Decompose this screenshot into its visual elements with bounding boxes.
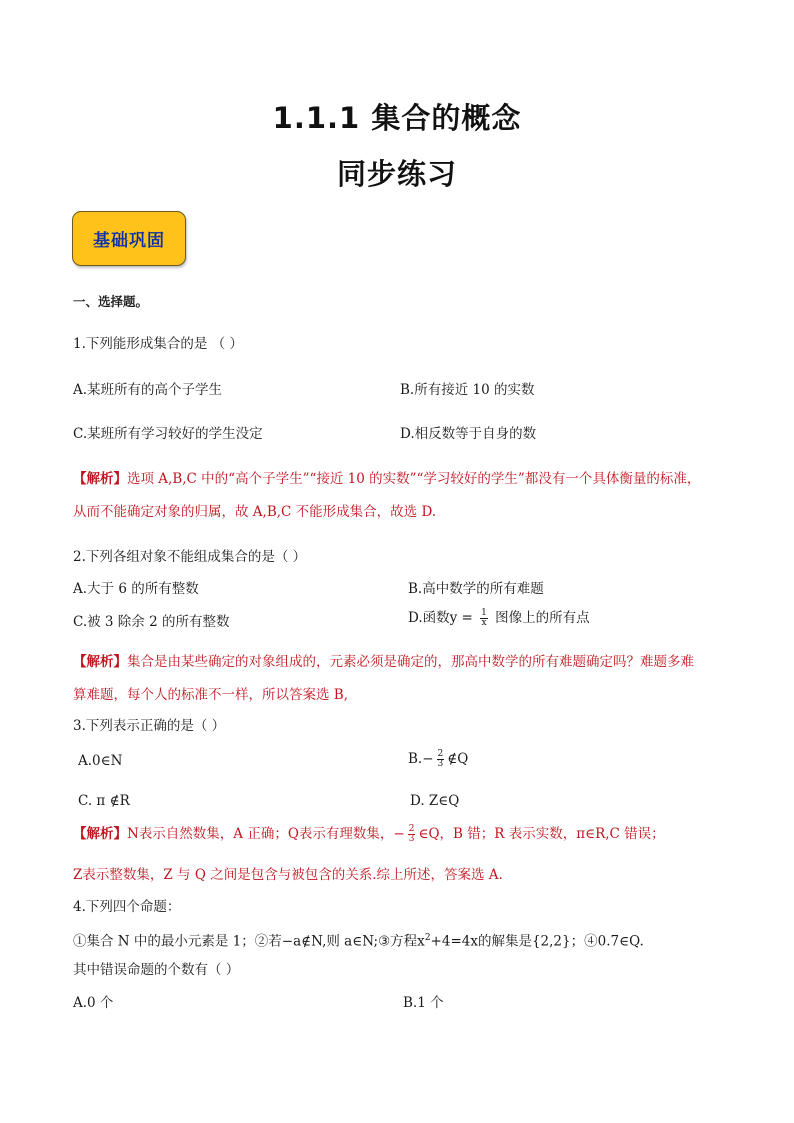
analysis-text-a: N表示自然数集，A 正确；Q表示有理数集，− xyxy=(127,826,405,842)
question-4-stem: 4.下列四个命题： xyxy=(73,899,181,915)
question-3-option-a: A.0∈N xyxy=(78,753,123,769)
section-badge-label: 基础巩固 xyxy=(93,231,165,251)
fraction xyxy=(408,825,416,844)
question-4-option-a: A.0 个 xyxy=(73,995,114,1011)
question-1-analysis-line-1 xyxy=(73,470,700,488)
fraction-numerator: 2 xyxy=(437,749,444,759)
superscript: 2 xyxy=(424,933,431,943)
question-2-option-b: B.高中数学的所有难题 xyxy=(408,581,544,597)
question-3-option-b xyxy=(408,750,468,769)
option-b-suffix: ∉Q xyxy=(447,751,469,767)
question-4-prompt: 其中错误命题的个数有（ ） xyxy=(73,962,240,978)
analysis-label: 【解析】 xyxy=(73,471,127,487)
analysis-label: 【解析】 xyxy=(73,654,127,670)
question-3-option-c: C. π ∉R xyxy=(78,793,130,809)
propositions-text-b: +4=4x的解集是{2,2}；④0.7∈Q. xyxy=(430,933,644,950)
option-b-prefix: B.− xyxy=(408,751,434,767)
question-1-option-b: B.所有接近 10 的实数 xyxy=(400,382,535,398)
analysis-text: 选项 A,B,C 中的“高个子学生”“接近 10 的实数”“学习较好的学生”都没有一个具体衡量的标准， xyxy=(127,471,701,487)
section-heading: 一、选择题。 xyxy=(73,294,149,309)
question-3-option-d: D. Z∈Q xyxy=(410,793,460,809)
question-4-option-b: B.1 个 xyxy=(403,995,444,1011)
question-3-analysis-line-2: Z表示整数集，Z 与 Q 之间是包含与被包含的关系.综上所述，答案选 A. xyxy=(73,867,503,883)
fraction-numerator: 2 xyxy=(408,824,415,834)
fraction xyxy=(480,609,488,628)
question-2-option-d xyxy=(408,609,590,628)
fraction-denominator: 3 xyxy=(408,834,415,844)
document-subtitle: 同步练习 xyxy=(336,157,457,191)
option-d-suffix: 图像上的所有点 xyxy=(490,610,590,626)
propositions-text-a: ①集合 N 中的最小元素是 1；②若−a∉N,则 a∈N;③方程x xyxy=(73,933,425,950)
question-2-option-c: C.被 3 除余 2 的所有整数 xyxy=(73,614,230,630)
question-2-analysis-line-1 xyxy=(73,653,694,671)
question-2-stem: 2.下列各组对象不能组成集合的是（ ） xyxy=(73,549,307,565)
question-1-option-d: D.相反数等于自身的数 xyxy=(400,426,537,442)
analysis-text: 集合是由某些确定的对象组成的，元素必须是确定的，那高中数学的所有难题确定吗？难题多难 xyxy=(127,654,694,670)
question-3-analysis-line-1 xyxy=(73,825,665,844)
question-1-option-c: C.某班所有学习较好的学生没定 xyxy=(73,426,263,442)
question-4-propositions xyxy=(73,929,644,951)
document-title: 1.1.1 集合的概念 xyxy=(272,101,522,135)
question-1-stem: 1.下列能形成集合的是 （ ） xyxy=(73,336,243,352)
option-d-prefix: D.函数y = xyxy=(408,610,478,626)
fraction-numerator: 1 xyxy=(481,608,487,618)
question-2-analysis-line-2: 算难题，每个人的标准不一样，所以答案选 B, xyxy=(73,687,349,703)
fraction-denominator: 3 xyxy=(437,759,444,769)
question-1-analysis-line-2: 从而不能确定对象的归属，故 A,B,C 不能形成集合，故选 D. xyxy=(73,504,437,520)
fraction xyxy=(437,750,445,769)
section-badge xyxy=(72,211,186,266)
fraction-denominator: x xyxy=(481,618,487,628)
question-3-stem: 3.下列表示正确的是（ ） xyxy=(73,718,226,734)
analysis-text-b: ∈Q，B 错；R 表示实数，π∈R,C 错误； xyxy=(418,826,665,842)
analysis-label: 【解析】 xyxy=(73,826,127,842)
question-2-option-a: A.大于 6 的所有整数 xyxy=(73,581,199,597)
question-1-option-a: A.某班所有的高个子学生 xyxy=(73,382,223,398)
